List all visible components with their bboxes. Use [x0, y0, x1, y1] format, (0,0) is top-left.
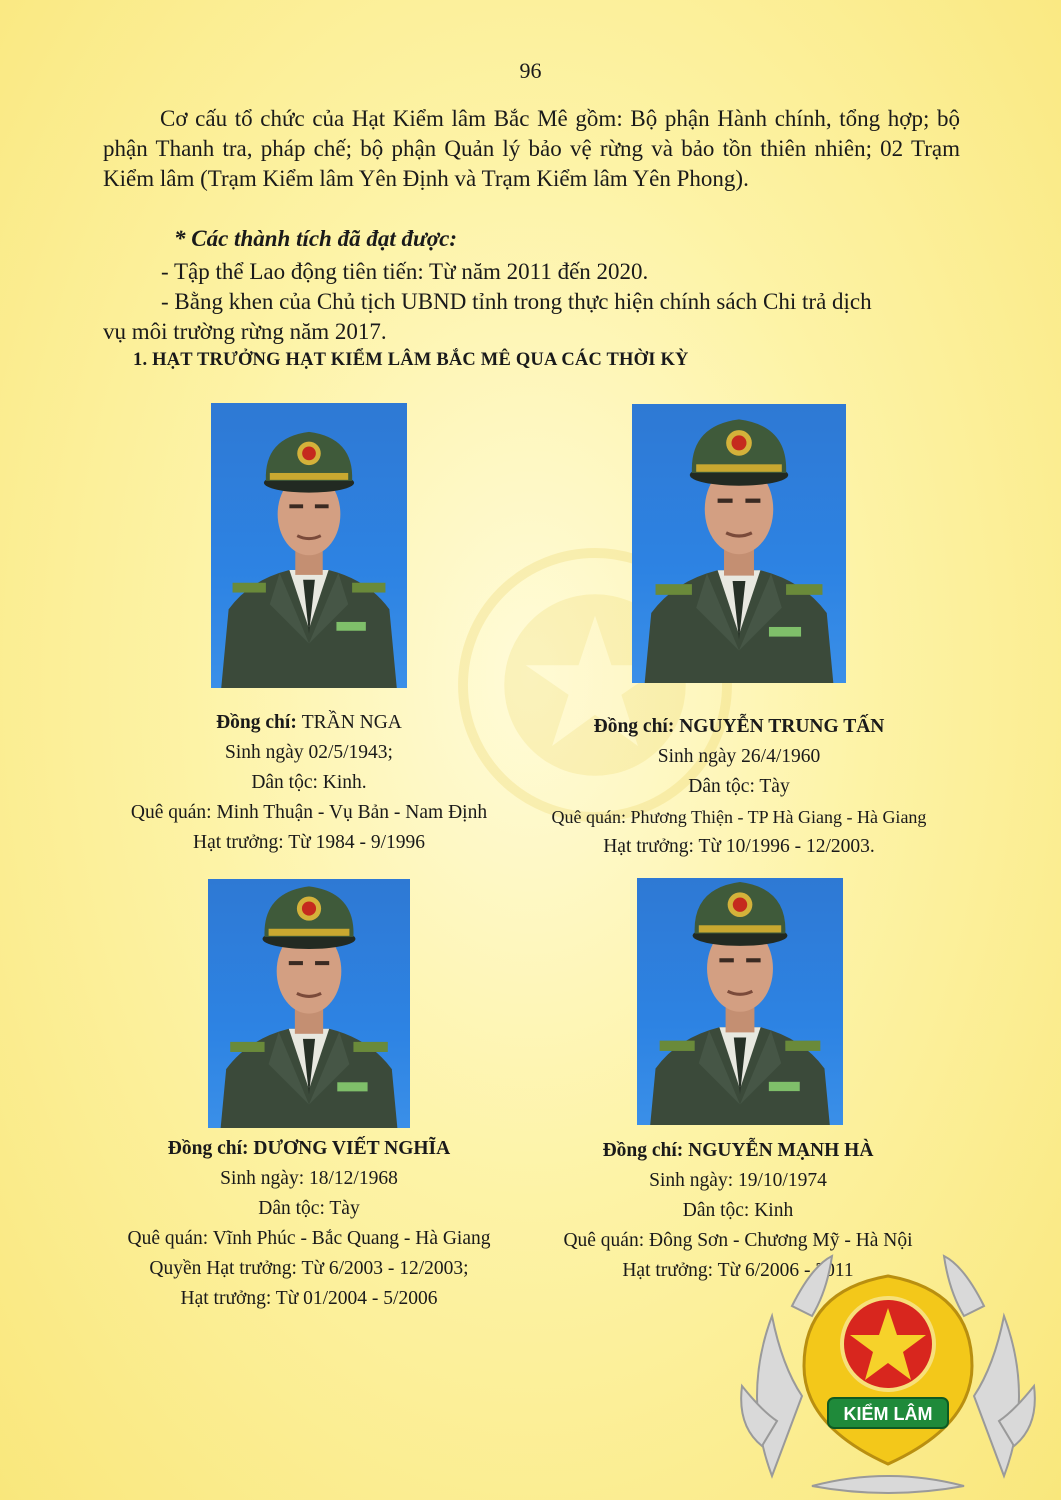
person-birth: Sinh ngày: 19/10/1974 — [649, 1170, 827, 1191]
achievement-item-continued: vụ môi trường rừng năm 2017. — [103, 319, 387, 344]
person-birth: Sinh ngày 26/4/1960 — [657, 746, 821, 767]
person-name-line: Đồng chí: NGUYỄN MẠNH HÀ — [602, 1140, 874, 1161]
page-number: 96 — [519, 58, 542, 83]
person-name-line: Đồng chí: NGUYỄN TRUNG TẤN — [593, 716, 885, 737]
person-caption — [528, 712, 950, 862]
person-term: Hạt trưởng: Từ 10/1996 - 12/2003. — [603, 836, 875, 857]
section-title: 1. HẠT TRƯỞNG HẠT KIỂM LÂM BẮC MÊ QUA CÁC THỜI KỲ — [133, 350, 689, 370]
person-hometown: Quê quán: Vĩnh Phúc - Bắc Quang - Hà Giang — [127, 1228, 491, 1249]
person-hometown: Quê quán: Phương Thiện - TP Hà Giang - Hà Giang — [551, 807, 927, 827]
portrait-photo — [637, 878, 843, 1125]
person-caption — [100, 1134, 518, 1314]
person-hometown: Quê quán: Đông Sơn - Chương Mỹ - Hà Nội — [563, 1230, 913, 1251]
person-name: NGUYỄN MẠNH HÀ — [688, 1140, 874, 1161]
person-term-acting: Quyền Hạt trưởng: Từ 6/2003 - 12/2003; — [149, 1258, 469, 1279]
person-birth: Sinh ngày 02/5/1943; — [225, 742, 393, 763]
person-term: Hạt trưởng: Từ 01/2004 - 5/2006 — [180, 1288, 438, 1309]
person-caption — [103, 708, 515, 858]
portrait-photo — [211, 403, 407, 688]
person-ethnicity: Dân tộc: Tày — [258, 1198, 360, 1219]
person-name-line: Đồng chí: DƯƠNG VIẾT NGHĨA — [167, 1138, 451, 1159]
person-name: DƯƠNG VIẾT NGHĨA — [253, 1138, 451, 1159]
achievements-heading: * Các thành tích đã đạt được: — [174, 226, 457, 251]
achievement-item: - Bằng khen của Chủ tịch UBND tỉnh trong thực hiện chính sách Chi trả dịch — [161, 289, 872, 314]
person-term: Hạt trưởng: Từ 6/2006 - 2011 — [622, 1260, 854, 1281]
achievement-item: - Tập thể Lao động tiên tiến: Từ năm 2011 đến 2020. — [161, 259, 649, 284]
forest-ranger-emblem-logo — [732, 1246, 1044, 1500]
person-name: TRẦN NGA — [301, 712, 402, 733]
person-name-line: Đồng chí: TRẦN NGA — [216, 712, 402, 733]
person-name: NGUYỄN TRUNG TẤN — [679, 716, 885, 737]
person-hometown: Quê quán: Minh Thuận - Vụ Bản - Nam Định — [130, 802, 488, 823]
portrait-photo — [208, 879, 410, 1128]
intro-paragraph: Cơ cấu tổ chức của Hạt Kiểm lâm Bắc Mê gồm: Bộ phận Hành chính, tổng hợp; bộ phận Thanh tra, pháp chế; bộ phận Quản lý bảo vệ rừng và bảo tồn thiên nhiên; 02 Trạm Kiểm lâm (Trạm Kiểm lâm Yên Định và Trạm Kiểm lâm Yên Phong). — [103, 106, 960, 191]
emblem-text: KIỂM LÂM — [843, 1404, 933, 1424]
person-ethnicity: Dân tộc: Tày — [688, 776, 790, 797]
person-birth: Sinh ngày: 18/12/1968 — [220, 1168, 398, 1189]
portrait-photo — [632, 404, 846, 683]
person-ethnicity: Dân tộc: Kinh. — [251, 772, 367, 793]
person-term: Hạt trưởng: Từ 1984 - 9/1996 — [192, 832, 426, 853]
person-ethnicity: Dân tộc: Kinh — [682, 1200, 794, 1221]
